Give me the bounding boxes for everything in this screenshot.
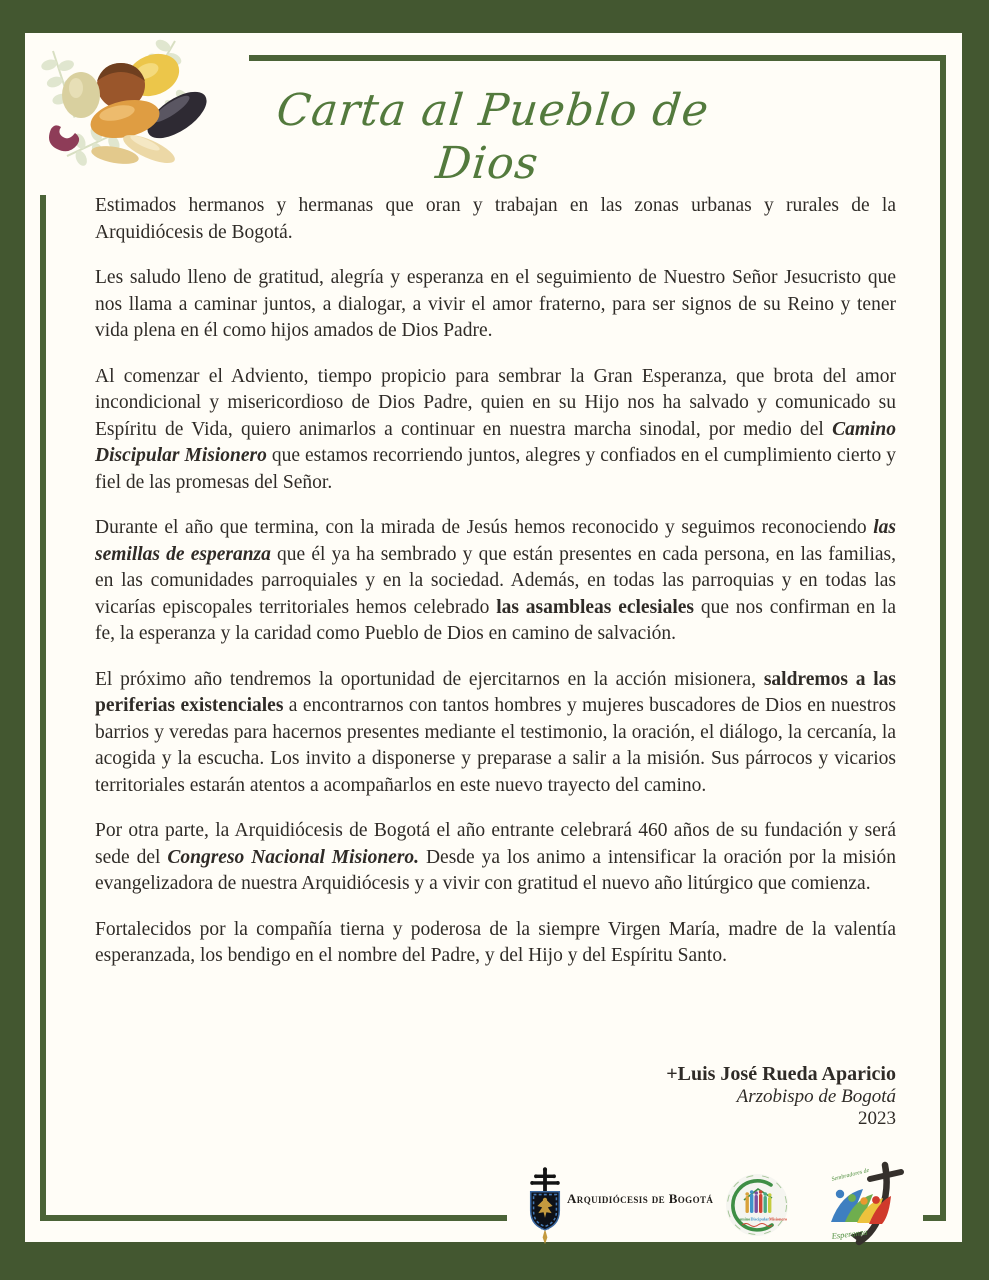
paragraph-segment: Les saludo lleno de gratitud, alegría y esperanza en el seguimiento de Nuestro Señor Jesucristo que nos llama a caminar juntos, a dialogar, a vivir el amor fraterno, para ser signos de su Reino y tener vida plena en él como hijos amados de Dios Padre.	[95, 267, 896, 341]
paragraph-segment: las asambleas eclesiales	[496, 596, 694, 618]
paragraph-segment: Durante el año que termina, con la mirada de Jesús hemos reconocido y seguimos reconociendo	[95, 517, 874, 538]
signature-year: 2023	[858, 1108, 896, 1129]
esperanza-top-text: Sembradores de	[831, 1167, 870, 1183]
paragraph-segment: Por otra parte, la Arquidiócesis de Bogotá el año entrante celebrará 460 años de su fundación y será sede del	[95, 820, 896, 868]
paragraph-segment: Fortalecidos por la compañía tierna y poderosa de la siempre Virgen María, madre de la valentía esperanzada, los bendigo en el nombre del Padre, y del Hijo y del Espíritu Santo.	[95, 918, 896, 966]
paragraph-segment: que estamos recorriendo juntos, alegres y confiados en el cumplimiento cierto y fiel de las promesas del Señor.	[95, 445, 896, 493]
camino-word-3: Misionero	[769, 1216, 788, 1222]
camino-word-1: Camino	[736, 1216, 751, 1222]
paragraph-segment: las semillas de esperanza	[95, 517, 896, 565]
letter-paragraph	[95, 818, 896, 898]
archdiocese-coat-of-arms-icon	[523, 1166, 567, 1246]
page-title: Carta al Pueblo de Dios	[274, 85, 712, 189]
paragraph-segment: que él ya ha sembrado y que están presentes en cada persona, en las familias, en las comunidades parroquiales y en la sociedad. Además, en todas las parroquias y en todas las vicarías episcopales territoriales hemos celebrado	[95, 543, 896, 618]
paragraph-segment: Congreso Nacional Misionero.	[167, 846, 420, 868]
paragraph-segment: a encontrarnos con tantos hombres y mujeres buscadores de Dios en nuestros barrios y veredas para hacernos presentes mediante el testimonio, la oración, el diálogo, la cercanía, la acogida y la escucha. Los invito a disponerse y preparase a salir a la misión. Sus párrocos y vicarios territoriales estarán atentos a acompañarlos en este nuevo trayecto del camino.	[95, 695, 896, 796]
esperanza-bottom-text: Esperanza	[831, 1226, 868, 1241]
paragraph-segment: Camino Discipular Misionero	[95, 418, 896, 466]
letter-body	[95, 193, 896, 989]
paragraph-segment: Desde ya los animo a intensificar la oración por la misión evangelizadora de nuestra Arquidiócesis y a vivir con gratitud el nuevo año litúrgico que comienza.	[95, 846, 897, 894]
letter-paragraph	[95, 193, 896, 246]
signature-block	[95, 1063, 896, 1130]
paragraph-segment: El próximo año tendremos la oportunidad de ejercitarnos en la acción misionera,	[95, 668, 764, 690]
paragraph-segment: que nos confirman en la fe, la esperanza y la caridad como Pueblo de Dios en camino de salvación.	[95, 596, 896, 644]
letter-page	[25, 33, 962, 1242]
sembradores-de-esperanza-logo	[828, 1159, 910, 1251]
signature-name: +Luis José Rueda Aparicio	[666, 1063, 896, 1085]
seeds-and-leaves-illustration	[25, 33, 253, 201]
camino-discipular-misionero-logo	[725, 1173, 789, 1237]
letter-paragraph	[95, 917, 896, 970]
letter-paragraph	[95, 667, 896, 800]
letter-paragraph	[95, 515, 896, 648]
letter-paragraph	[95, 265, 896, 345]
paragraph-segment: Al comenzar el Adviento, tiempo propicio para sembrar la Gran Esperanza, que brota del amor incondicional y misericordioso de Dios Padre, quien en su Hijo nos ha salvado y comunicado su Espíritu de Vida, quiero animarlos a continuar en nuestra marcha sinodal, por medio del	[95, 365, 896, 440]
archdiocese-label: Arquidiócesis de Bogotá	[567, 1191, 714, 1206]
signature-role: Arzobispo de Bogotá	[736, 1086, 896, 1107]
camino-word-2: Discipular	[750, 1216, 770, 1222]
letter-paragraph	[95, 364, 896, 497]
paragraph-segment: saldremos a las periferias existenciales	[95, 668, 896, 716]
paragraph-segment: Estimados hermanos y hermanas que oran y trabajan en las zonas urbanas y rurales de la Arquidiócesis de Bogotá.	[95, 195, 896, 243]
